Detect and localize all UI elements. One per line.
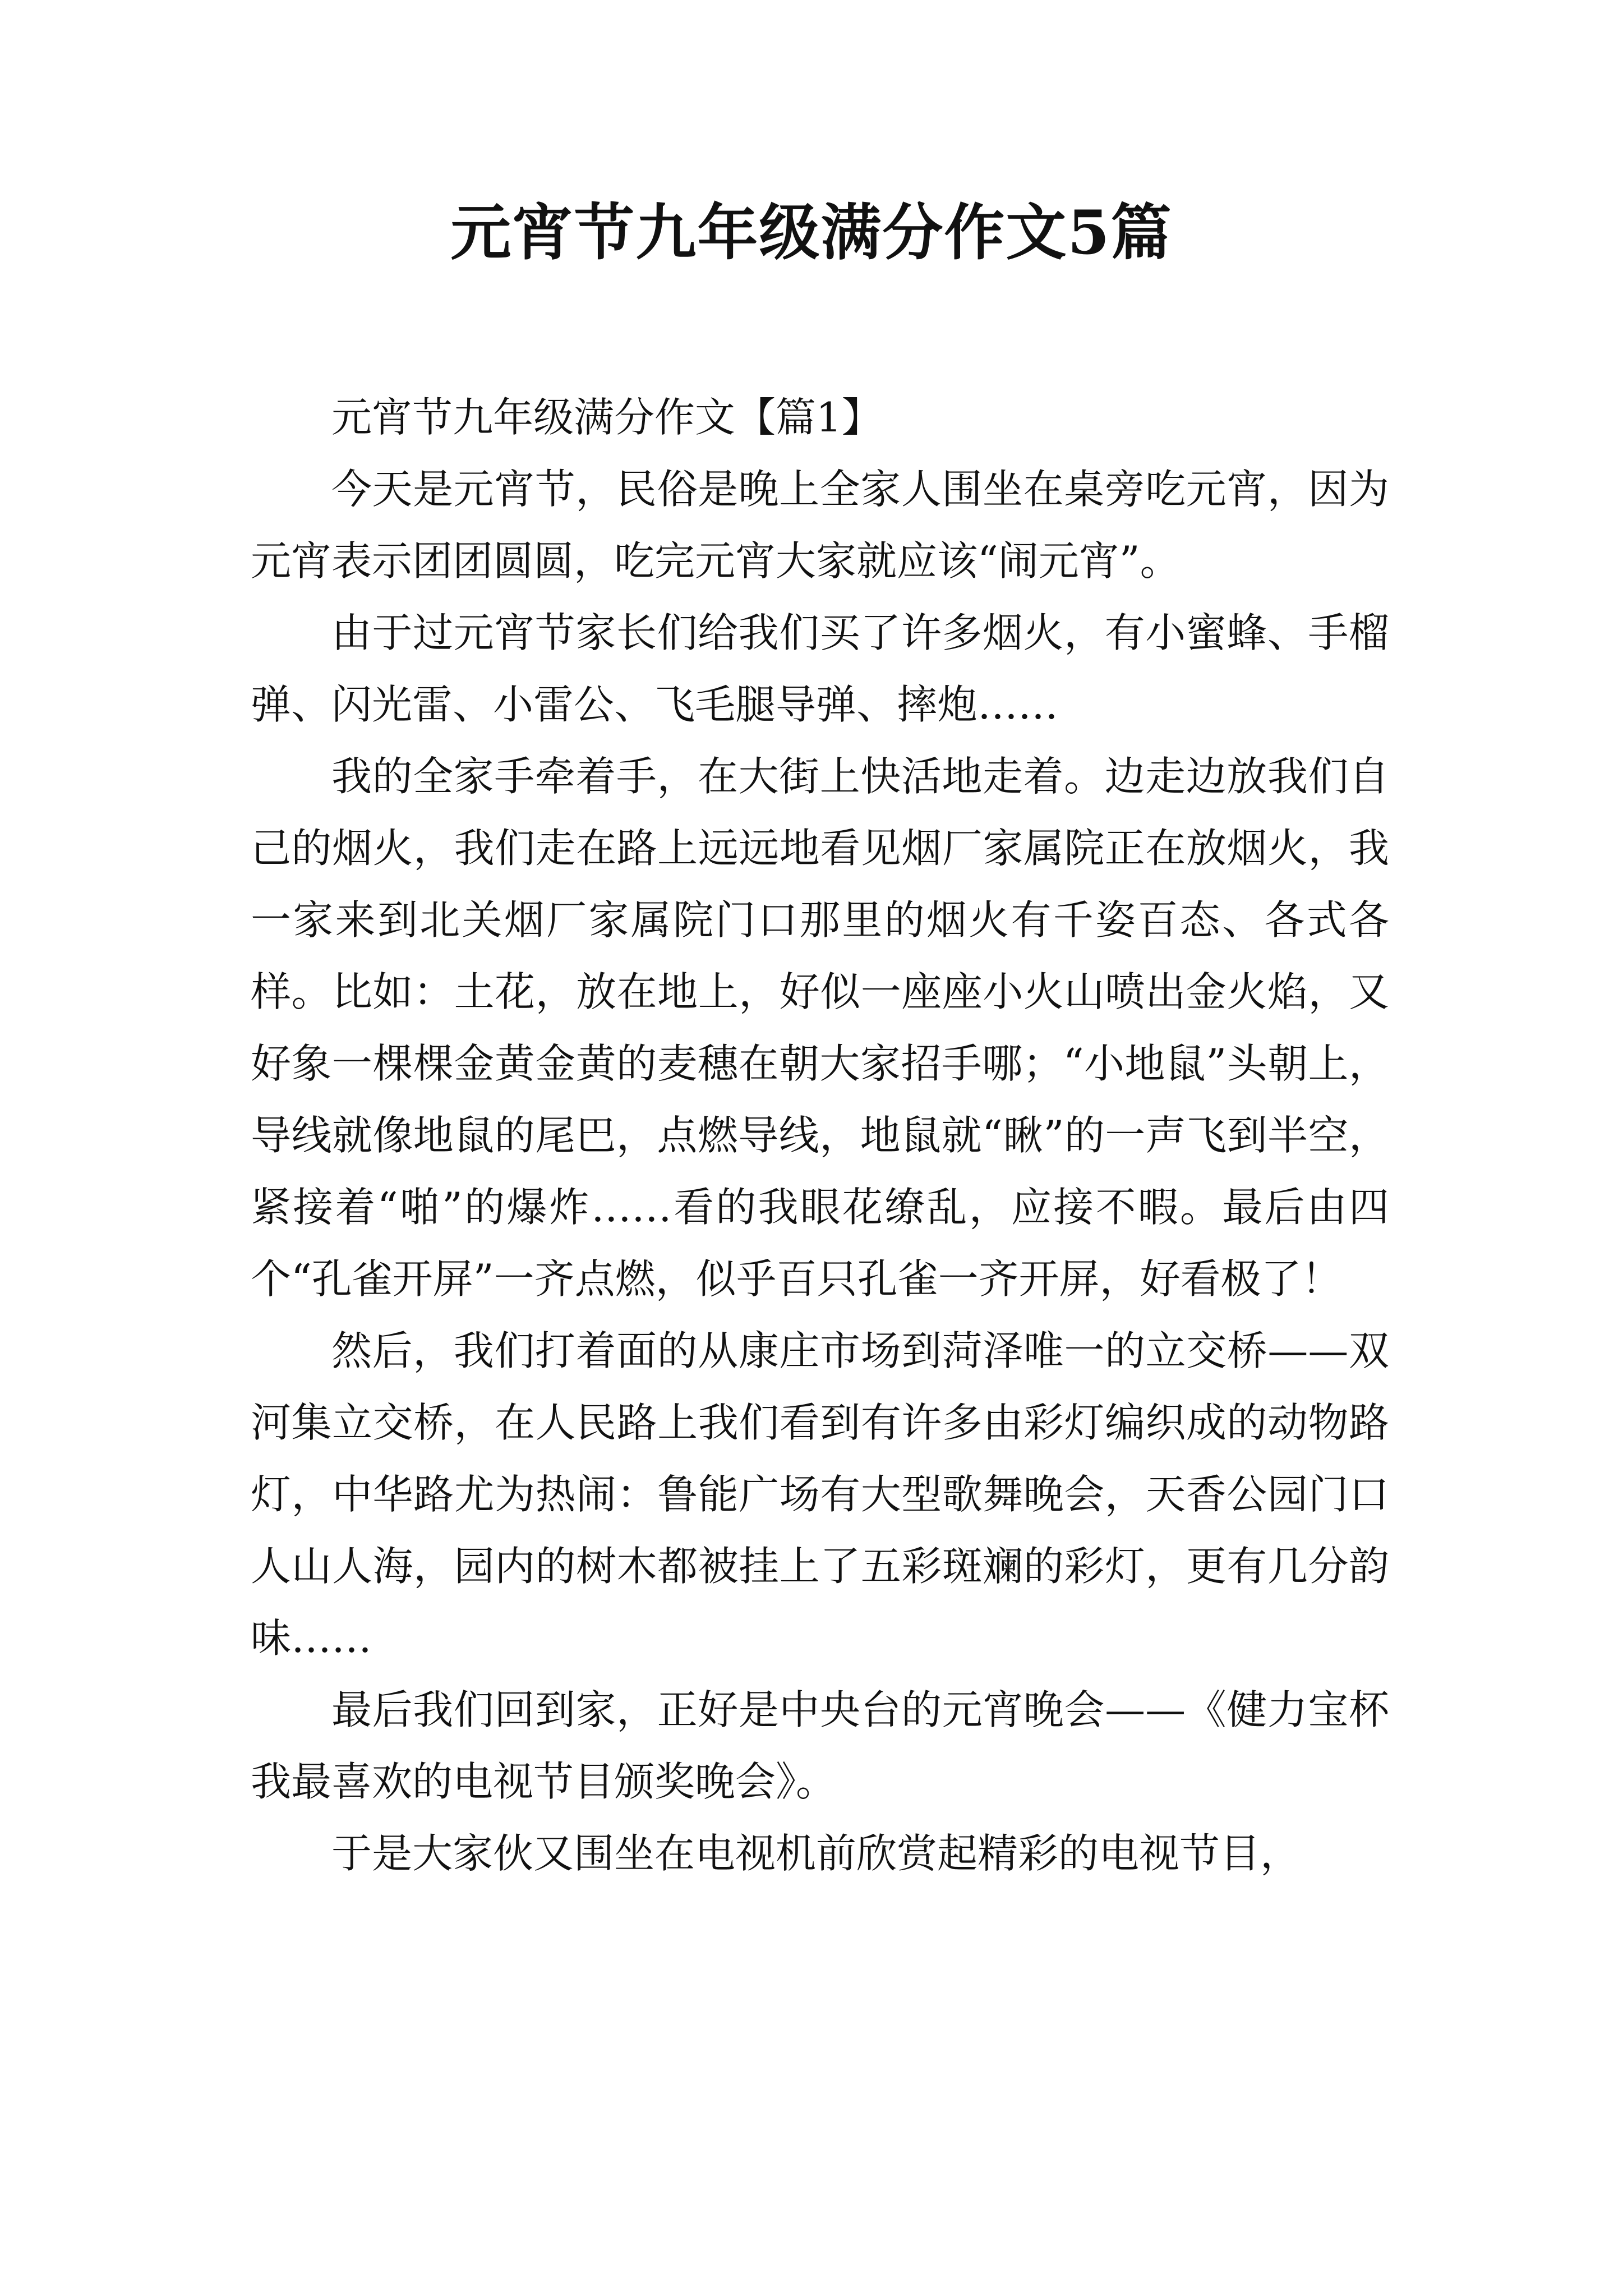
paragraph: 今天是元宵节，民俗是晚上全家人围坐在桌旁吃元宵，因为元宵表示团团圆圆，吃完元宵大家就应该“闹元宵”。 (251, 466, 1389, 585)
document-title: 元宵节九年级满分作文5篇 (450, 197, 1173, 268)
paragraph: 于是大家伙又围坐在电视机前欣赏起精彩的电视节目， (331, 1830, 1301, 1877)
paragraph: 由于过元宵节家长们给我们买了许多烟火，有小蜜蜂、手榴弹、闪光雷、小雷公、飞毛腿导弹、摔炮…… (251, 609, 1389, 728)
section-heading: 元宵节九年级满分作文【篇1】 (331, 394, 882, 441)
paragraph: 最后我们回到家，正好是中央台的元宵晚会——《健力宝杯我最喜欢的电视节目颁奖晚会》。 (251, 1686, 1389, 1805)
paragraph: 我的全家手牵着手，在大街上快活地走着。边走边放我们自己的烟火，我们走在路上远远地看见烟厂家属院正在放烟火，我一家来到北关烟厂家属院门口那里的烟火有千姿百态、各式各样。比如：土花，放在地上，好似一座座小火山喷出金火焰，又好象一棵棵金黄金黄的麦穗在朝大家招手哪；“小地鼠”头朝上，导线就像地鼠的尾巴，点燃导线，地鼠就“瞅”的一声飞到半空，紧接着“啪”的爆炸……看的我眼花缭乱，应接不暇。最后由四个“孔雀开屏”一齐点燃，似乎百只孔雀一齐开屏，好看极了！ (251, 753, 1389, 1303)
paragraph: 然后，我们打着面的从康庄市场到菏泽唯一的立交桥——双河集立交桥，在人民路上我们看到有许多由彩灯编织成的动物路灯，中华路尤为热闹：鲁能广场有大型歌舞晚会，天香公园门口人山人海，园内的树木都被挂上了五彩斑斓的彩灯，更有几分韵味…… (251, 1327, 1389, 1662)
document-body (251, 381, 1389, 1889)
